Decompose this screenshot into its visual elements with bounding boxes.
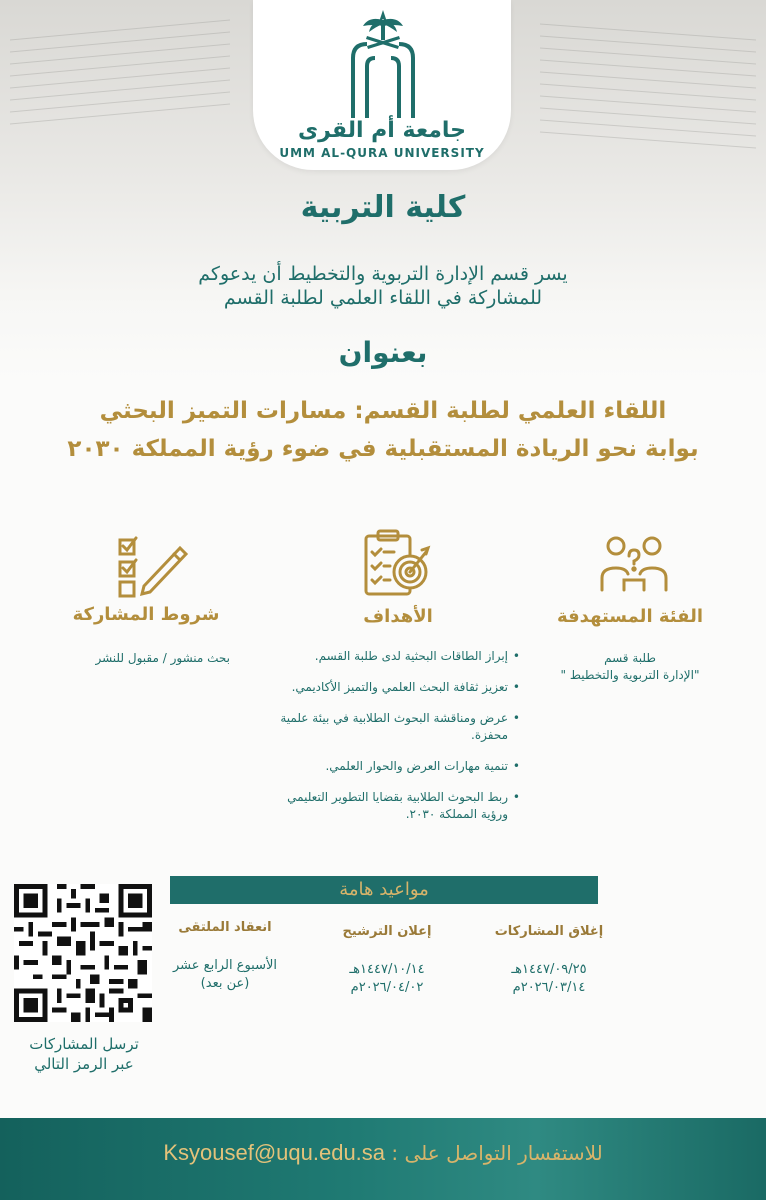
meeting-date-label: انعقاد الملتقى: [178, 920, 272, 935]
meeting-date-line: (عن بعد): [200, 976, 250, 991]
important-dates-banner: مواعيد هامة: [170, 876, 598, 904]
list-item: • تنمية مهارات العرض والحوار العلمي.: [258, 758, 520, 775]
conditions-heading: شروط المشاركة: [72, 604, 220, 625]
contact-label: للاستفسار التواصل على :: [391, 1141, 603, 1165]
invitation-line: يسر قسم الإدارة التربوية والتخطيط أن يدعوكم: [198, 263, 568, 285]
qr-code[interactable]: [14, 884, 152, 1022]
closing-date-hijri: ١٤٤٧/٠٩/٢٥هـ: [511, 962, 587, 977]
university-logo: [253, 0, 511, 170]
closing-date-label: إغلاق المشاركات: [494, 924, 604, 939]
target-audience-line: طلبة قسم: [604, 651, 656, 665]
title-label: بعنوان: [338, 336, 428, 369]
list-item: • ربط البحوث الطلابية بقضايا التطوير التعليمي ورؤية المملكة ٢٠٣٠.: [258, 789, 520, 823]
announcement-date-value: [312, 961, 462, 997]
palm-swords-emblem-icon: [345, 6, 421, 118]
target-audience-text: [540, 650, 720, 684]
invitation-text: [60, 262, 706, 310]
university-name-english: UMM AL-QURA UNIVERSITY: [279, 146, 485, 160]
meeting-date-value: [150, 957, 300, 993]
contact-line: [0, 1140, 766, 1166]
closing-date-gregorian: ٢٠٢٦/٠٣/١٤م: [512, 980, 586, 995]
closing-date: [474, 924, 624, 997]
list-item: • عرض ومناقشة البحوث الطلابية في بيئة علمية محفزة.: [258, 710, 520, 744]
invitation-line: للمشاركة في اللقاء العلمي لطلبة القسم: [223, 287, 543, 309]
list-item: • تعزيز ثقافة البحث العلمي والتميز الأكاديمي.: [258, 679, 520, 696]
meeting-date-line: الأسبوع الرابع عشر: [173, 958, 277, 973]
announcement-date: [312, 924, 462, 997]
contact-footer: [0, 1118, 766, 1200]
goals-list: [258, 648, 520, 837]
event-title-line: بوابة نحو الريادة المستقبلية في ضوء رؤية المملكة ٢٠٣٠: [67, 436, 699, 462]
qr-caption-line: عبر الرمز التالي: [34, 1055, 134, 1073]
list-item: • إبراز الطاقات البحثية لدى طلبة القسم.: [258, 648, 520, 665]
event-title: [20, 392, 746, 468]
people-group-icon: [598, 534, 670, 594]
target-audience-heading: الفئة المستهدفة: [556, 606, 704, 627]
checklist-pencil-icon: [116, 534, 190, 598]
announcement-date-gregorian: ٢٠٢٦/٠٤/٠٢م: [350, 980, 424, 995]
target-checklist-icon: [362, 528, 432, 598]
conditions-text: بحث منشور / مقبول للنشر: [95, 651, 230, 665]
announcement-date-label: إعلان الترشيح: [342, 924, 432, 939]
college-name: كلية التربية: [300, 190, 466, 225]
university-name-arabic: جامعة أم القرى: [298, 118, 466, 143]
event-title-line: اللقاء العلمي لطلبة القسم: مسارات التميز البحثي: [99, 398, 667, 424]
target-audience-line: "الإدارة التربوية والتخطيط ": [560, 668, 700, 682]
qr-caption: [0, 1034, 168, 1074]
goals-heading: الأهداف: [363, 606, 433, 627]
closing-date-value: [474, 961, 624, 997]
announcement-date-hijri: ١٤٤٧/١٠/١٤هـ: [349, 962, 425, 977]
contact-email-link[interactable]: Ksyousef@uqu.edu.sa: [163, 1140, 386, 1165]
qr-caption-line: ترسل المشاركات: [29, 1035, 139, 1053]
meeting-date: [150, 920, 300, 993]
